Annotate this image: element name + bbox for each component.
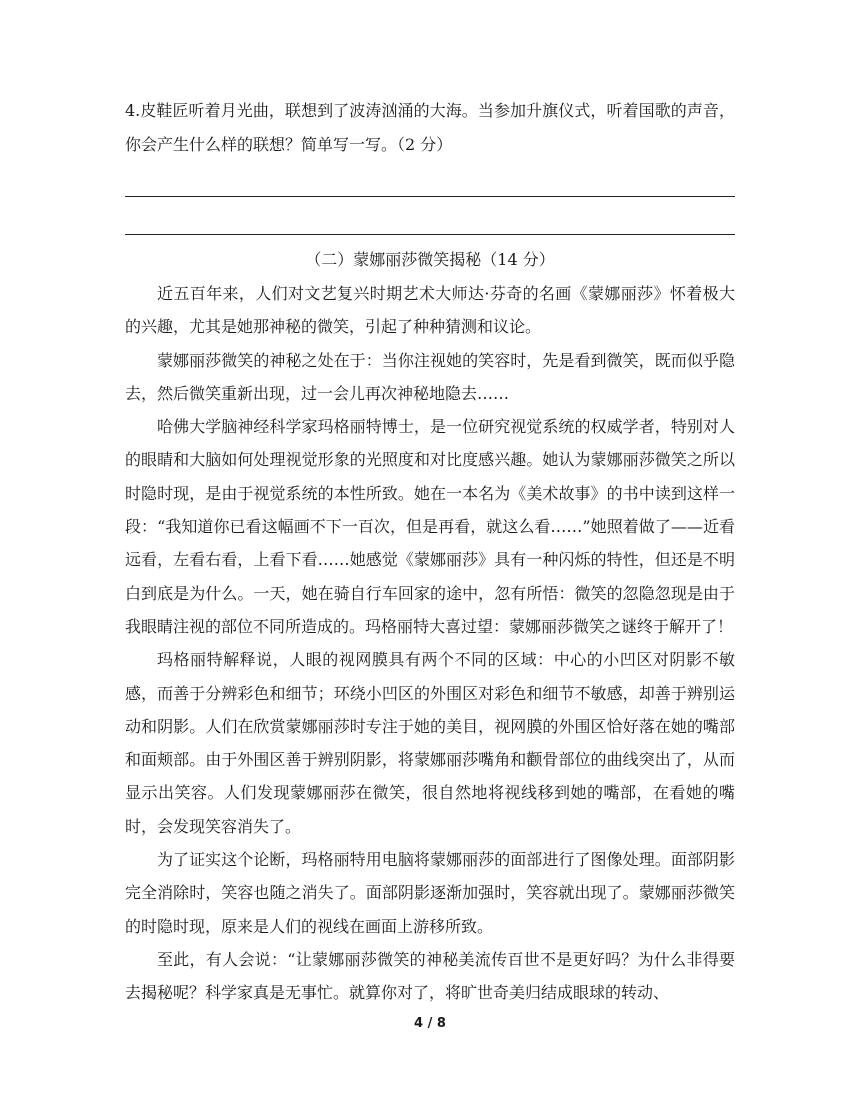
paragraph-2: 蒙娜丽莎微笑的神秘之处在于：当你注视她的笑容时，先是看到微笑，既而似乎隐去，然后微笑重新出现，过一会儿再次神秘地隐去…… bbox=[125, 350, 735, 403]
paragraph-5: 为了证实这个论断，玛格丽特用电脑将蒙娜丽莎的面部进行了图像处理。面部阴影完全消除时，笑容也随之消失了。面部阴影逐渐加强时，笑容就出现了。蒙娜丽莎微笑的时隐时现，原来是人们的视线在画面上游移所致。 bbox=[125, 850, 735, 936]
paragraph-6: 至此，有人会说：“让蒙娜丽莎微笑的神秘美流传百世不是更好吗？为什么非得要去揭秘呢？科学家真是无事忙。就算你对了，将旷世奇美归结成眼球的转动、 bbox=[125, 949, 735, 1003]
paragraph-3: 哈佛大学脑神经科学家玛格丽特博士，是一位研究视觉系统的权威学者，特别对人的眼睛和大脑如何处理视觉形象的光照度和对比度感兴趣。她认为蒙娜丽莎微笑之所以时隐时现，是由于视觉系统的本性所致。她在一本名为《美术故事》的书中读到这样一段：“我知道你已看这幅画不下一百次，但是再看，就这么看……”她照着做了——近看远看，左看右看，上看下看……她感觉《蒙娜丽莎》具有一种闪烁的特性，但还是不明白到底是为什么。一天，她在骑自行车回家的途中，忽有所悟：微笑的忽隐忽现是由于我眼睛注视的部位不同所造成的。玛格丽特大喜过望：蒙娜丽莎微笑之谜终于解开了！ bbox=[125, 417, 735, 636]
section-title: （二）蒙娜丽莎微笑揭秘（14 分） bbox=[305, 250, 555, 269]
question-4: 4.皮鞋匠听着月光曲，联想到了波涛汹涌的大海。当参加升旗仪式，听着国歌的声音，你会产生什么样的联想？简单写一写。（2 分） bbox=[125, 101, 735, 154]
paragraph-1: 近五百年来，人们对文艺复兴时期艺术大师达·芬奇的名画《蒙娜丽莎》怀着极大的兴趣，尤其是她那神秘的微笑，引起了种种猜测和议论。 bbox=[125, 284, 735, 337]
paragraph-4: 玛格丽特解释说，人眼的视网膜具有两个不同的区域：中心的小凹区对阴影不敏感，而善于分辨彩色和细节；环绕小凹区的外围区对彩色和细节不敏感，却善于辨别运动和阴影。人们在欣赏蒙娜丽莎时专注于她的美目，视网膜的外围区恰好落在她的嘴部和面颊部。由于外围区善于辨别阴影，将蒙娜丽莎嘴角和颧骨部位的曲线突出了，从而显示出笑容。人们发现蒙娜丽莎在微笑，很自然地将视线移到她的嘴部，在看她的嘴时，会发现笑容消失了。 bbox=[125, 650, 735, 836]
answer-line-2 bbox=[125, 234, 735, 235]
page-content bbox=[125, 94, 735, 1010]
page-number: 4 / 8 bbox=[414, 1016, 446, 1031]
answer-line-1 bbox=[125, 196, 735, 197]
